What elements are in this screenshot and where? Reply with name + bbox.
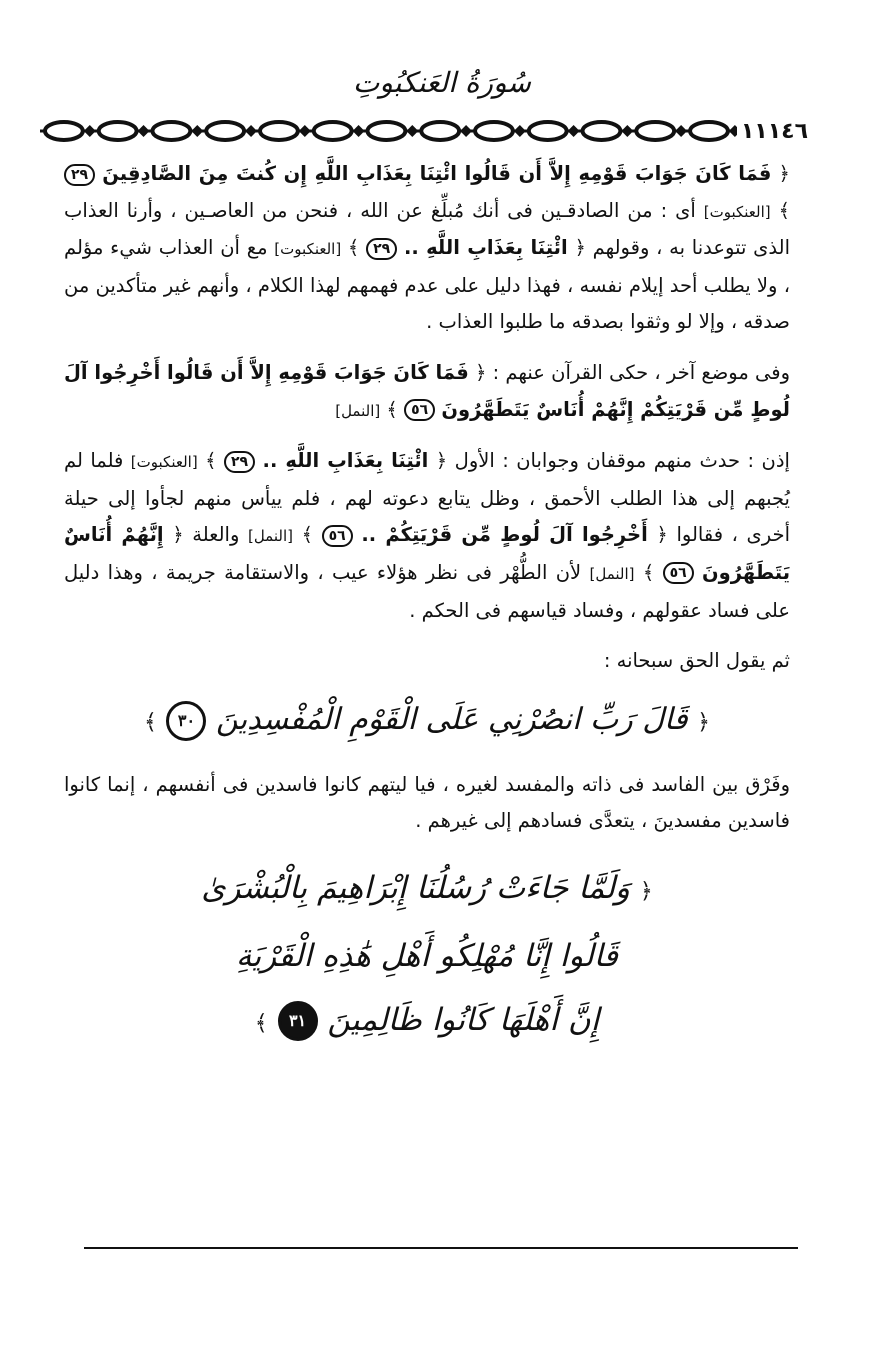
verse-line <box>64 924 790 988</box>
surah-reference: [العنكبوت] <box>274 240 342 259</box>
quran-quote: فَمَا كَانَ جَوَابَ قَوْمِهِ إِلاَّ أَن قَالُوا أَخْرِجُوا آلَ لُوطٍ مِّن قَرْيَتِكُمْ إِنَّهُمْ أُنَاسٌ يَتَطَهَّرُونَ <box>64 360 790 421</box>
verse-number-rosette: ٣٠ <box>166 701 206 741</box>
chain-diamond <box>621 125 633 137</box>
surah-reference: [النمل] <box>589 564 635 583</box>
chain-ornament <box>40 116 737 146</box>
paragraph-2 <box>64 355 790 429</box>
verse-open-ornament: ﴿ <box>639 878 653 904</box>
quran-quote: ائْتِنَا بِعَذَابِ اللَّهِ .. <box>262 449 429 473</box>
quran-quote: أَخْرِجُوا آلَ لُوطٍ مِّن قَرْيَتِكُمْ .. <box>361 523 648 547</box>
paragraph-5 <box>64 767 790 840</box>
verse-close-ornament: ﴾ <box>254 1010 268 1036</box>
paragraph-1 <box>64 156 790 341</box>
ornate-bracket-close: ﴾ <box>778 198 790 222</box>
ornate-bracket-open: ﴿ <box>435 449 448 473</box>
quran-quote: فَمَا كَانَ جَوَابَ قَوْمِهِ إِلاَّ أَن قَالُوا ائْتِنَا بِعَذَابِ اللَّهِ إِن كُنتَ مِنَ الصَّادِقِينَ <box>102 162 772 185</box>
verse-number-badge: ٢٩ <box>366 238 397 260</box>
surah-title: سُورَةُ العَنكبُوتِ <box>352 66 532 99</box>
verse-line <box>64 988 790 1056</box>
ornate-bracket-close: ﴾ <box>642 560 655 584</box>
chain-diamond <box>729 125 737 137</box>
commentary-body <box>64 156 790 1056</box>
chain-diamond <box>675 125 687 137</box>
chain-link <box>475 122 513 140</box>
chain-link <box>690 122 728 140</box>
footer-rule <box>84 1247 798 1249</box>
verse-close-ornament: ﴾ <box>144 709 157 735</box>
ornate-bracket-open: ﴿ <box>474 360 487 384</box>
verse-number-badge: ٥٦ <box>322 525 353 547</box>
chain-diamond <box>138 125 150 137</box>
verse-number-badge: ٥٦ <box>404 399 435 421</box>
surah-reference: [النمل] <box>247 527 293 546</box>
quran-quote: ائْتِنَا بِعَذَابِ اللَّهِ .. <box>403 236 568 260</box>
chain-link <box>583 122 621 140</box>
chain-link <box>636 122 674 140</box>
chain-link <box>421 122 459 140</box>
commentary-text: وفَرْق بين الفاسد فى ذاته والمفسد لغيره ، فيا ليتهم كانوا فاسدين فى أنفسهم ، إنما كانوا فاسدين مفسدينَ ، يتعدَّى فسادهم إلى غيرهم . <box>64 772 790 833</box>
paragraph-4 <box>64 643 790 680</box>
chain-diamond <box>191 125 203 137</box>
chain-link <box>314 122 352 140</box>
verse-number-badge: ٢٩ <box>224 451 255 473</box>
ornate-bracket-open: ﴿ <box>172 523 184 547</box>
ornate-bracket-close: ﴾ <box>386 397 398 421</box>
verse-text: وَلَمَّا جَاءَتْ رُسُلُنَا إِبْرَاهِيمَ بِالْبُشْرَىٰ <box>201 869 630 906</box>
verse-number-rosette: ٣١ <box>278 1001 318 1041</box>
chain-link <box>152 122 190 140</box>
verse-open-ornament: ﴿ <box>697 709 710 735</box>
chain-link <box>45 122 83 140</box>
commentary-text: ثم يقول الحق سبحانه : <box>603 649 790 673</box>
page-number: ١١١٤٦ <box>740 118 808 144</box>
chain-diamond <box>84 125 96 137</box>
chain-diamond <box>299 125 311 137</box>
paragraph-3 <box>64 443 790 629</box>
surah-reference: [العنكبوت] <box>130 453 198 472</box>
commentary-text: فلما لم يُجبهم إلى هذا الطلب الأحمق ، وظل يتابع دعوته لهم ، فلم ييأس منهم لجأوا إلى حيلة أخرى ، فقالوا <box>64 449 791 547</box>
commentary-text: وفى موضع آخر ، حكى القرآن عنهم : <box>492 360 791 384</box>
verse-text: قَالُوا إِنَّا مُهْلِكُو أَهْلِ هَٰذِهِ الْقَرْيَةِ <box>236 937 618 974</box>
verse-30 <box>64 694 790 749</box>
page-header-bar <box>40 116 808 146</box>
ornate-bracket-close: ﴾ <box>347 236 360 260</box>
chain-diamond <box>353 125 365 137</box>
surah-reference: [النمل] <box>335 401 381 420</box>
ornate-bracket-open: ﴿ <box>778 162 790 185</box>
ornate-bracket-open: ﴿ <box>656 523 668 547</box>
commentary-text: إذن : حدث منهم موقفان وجوابان : الأول <box>454 449 790 473</box>
chain-diamond <box>568 125 580 137</box>
commentary-text: مع أن العذاب شيء مؤلم ، ولا يطلب أحد إيلام نفسه ، فهذا دليل على عدم فهمهم لهذا الكلام ، وأنهم غير متأكدين من صدقه ، وإلا لو وثقوا بصدقه ما طلبوا العذاب . <box>64 236 790 334</box>
verse-text: قَالَ رَبِّ انصُرْنِي عَلَى الْقَوْمِ الْمُفْسِدِينَ <box>215 701 688 737</box>
surah-reference: [العنكبوت] <box>703 202 771 221</box>
chain-diamond <box>245 125 257 137</box>
verse-number-badge: ٥٦ <box>663 562 694 584</box>
verse-line <box>64 856 790 924</box>
commentary-text: لأن الطُّهْر فى نظر هؤلاء عيب ، والاستقامة جريمة ، وهذا دليل على فساد عقولهم ، وفساد قياسهم فى الحكم . <box>64 560 790 622</box>
ornate-bracket-open: ﴿ <box>574 236 586 260</box>
ornate-bracket-close: ﴾ <box>301 523 314 547</box>
chain-link <box>99 122 137 140</box>
ornate-bracket-close: ﴾ <box>205 449 217 473</box>
verse-text: إِنَّ أَهْلَهَا كَانُوا ظَالِمِينَ <box>327 1001 600 1038</box>
commentary-text: والعلة <box>192 523 240 547</box>
verse-31 <box>64 856 790 1056</box>
chain-diamond <box>460 125 472 137</box>
chain-link <box>529 122 567 140</box>
commentary-text: أى : من الصادقـين فى أنك مُبلِّغ عن الله ، فنحن من العاصـين ، وأرنا العذاب الذى تتوعدنا به ، وقولهم <box>64 198 791 260</box>
chain-link <box>206 122 244 140</box>
chain-link <box>260 122 298 140</box>
chain-diamond <box>514 125 526 137</box>
verse-number-badge: ٢٩ <box>64 164 95 186</box>
chain-link <box>368 122 406 140</box>
chain-diamond <box>406 125 418 137</box>
quran-quote: إِنَّهُمْ أُنَاسٌ يَتَطَهَّرُونَ <box>64 523 791 584</box>
